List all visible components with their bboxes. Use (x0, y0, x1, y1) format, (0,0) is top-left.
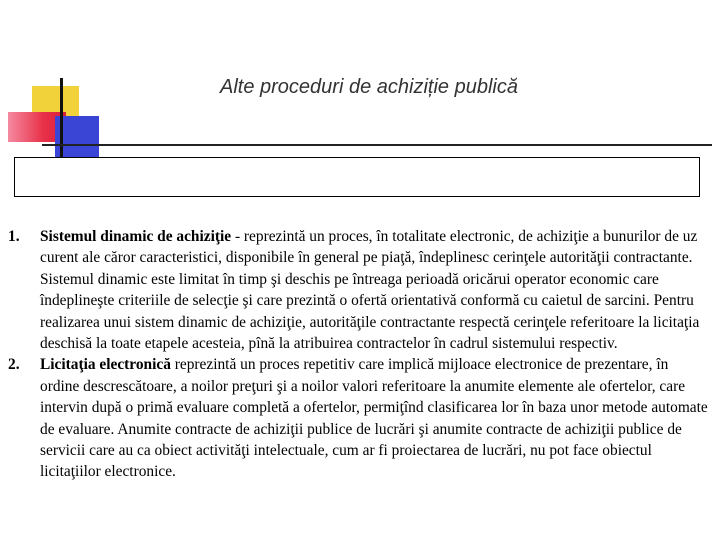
list-item-number: 1. (8, 228, 20, 245)
list-item (8, 226, 708, 354)
decor-vertical-line (60, 78, 63, 161)
list-item-term: Licitaţia electronică (40, 356, 171, 374)
list-item-text: reprezintă un proces repetitiv care implică mijloace electronice de prezentare, în ordine descrescătoare, a noilor preţuri şi a noilor valori referitoare la anumite elemente ale ofertelor, care intervin după o primă evaluare completă a ofertelor, permiţînd clasificarea lor în baza unor metode automate de evaluare. Anumite contracte de achiziţii publice de lucrări şi anumite contracte de achiziţii publice de servicii care au ca obiect activităţi intelectuale, cum ar fi proiectarea de lucrări, nu pot face obiectul licitaţiilor electronice. (40, 356, 708, 481)
list-item-term: Sistemul dinamic de achiziţie (40, 228, 232, 245)
list-item-number: 2. (8, 356, 20, 374)
list-item-text: - reprezintă un proces, în totalitate electronic, de achiziţie a bunurilor de uz curent ale căror caracteristici, disponibile în general pe piaţă, îndeplinesc cerinţele autorităţii contractante. Sistemul dinamic este limitat în timp şi deschis pe întreaga perioadă oricărui operator economic care îndeplineşte criteriile de selecţie şi care prezintă o ofertă orientativă conformă cu caietul de sarcini. Pentru realizarea unui sistem dinamic de achiziţie, autorităţile contractante respectă cerinţele referitoare la licitaţia deschisă la toate etapele acesteia, pînă la atribuirea contractelor în cadrul sistemului respectiv. (40, 228, 700, 353)
slide-title: Alte proceduri de achiziție publică (220, 76, 518, 98)
empty-frame-box (14, 157, 700, 197)
decor-horizontal-line (42, 144, 712, 146)
numbered-list (8, 226, 708, 483)
list-item (8, 354, 708, 482)
